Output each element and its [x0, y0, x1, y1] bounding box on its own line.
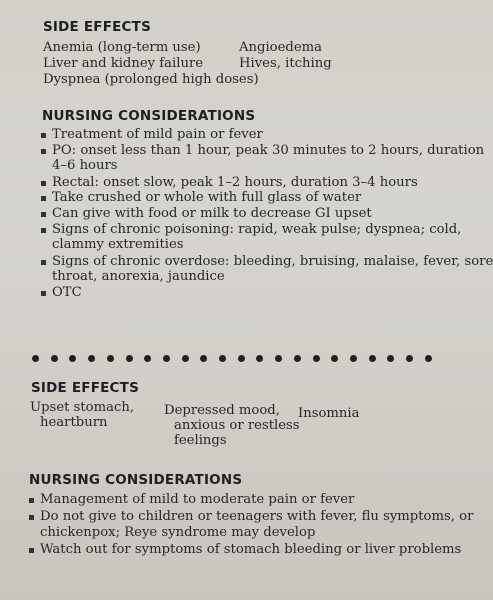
divider-dot: [126, 355, 133, 362]
side-effects-heading-2: SIDE EFFECTS: [31, 380, 140, 396]
nursing-item-continuation: throat, anorexia, jaundice: [52, 269, 225, 284]
bullet-icon: [41, 260, 46, 265]
divider-dot: [32, 355, 39, 362]
divider-dot: [182, 355, 189, 362]
nursing-item: Signs of chronic poisoning: rapid, weak pulse; dyspnea; cold,: [52, 222, 462, 237]
divider-dot: [406, 355, 413, 362]
nursing-item: Do not give to children or teenagers with fever, flu symptoms, or: [40, 509, 474, 524]
side-effect-line: Depressed mood,: [164, 403, 280, 418]
divider-dot: [294, 355, 301, 362]
nursing-item-continuation: clammy extremities: [52, 237, 184, 252]
divider-dot: [275, 355, 282, 362]
bullet-icon: [29, 548, 34, 553]
divider-dot: [163, 355, 170, 362]
side-effect-item: Hives, itching: [239, 56, 332, 71]
nursing-item: Management of mild to moderate pain or fever: [40, 492, 355, 507]
bullet-icon: [41, 149, 46, 154]
nursing-item: Treatment of mild pain or fever: [52, 127, 263, 142]
divider-dot: [51, 355, 58, 362]
side-effect-item: Angioedema: [239, 40, 323, 55]
divider-dot: [313, 355, 320, 362]
nursing-item: Can give with food or milk to decrease GI upset: [52, 206, 372, 221]
bullet-icon: [29, 498, 34, 503]
side-effect-line: Insomnia: [298, 406, 360, 421]
side-effect-line: heartburn: [40, 415, 108, 430]
divider-dot: [219, 355, 226, 362]
nursing-item: OTC: [52, 285, 82, 300]
side-effect-line: anxious or restless: [174, 418, 300, 433]
bullet-icon: [41, 228, 46, 233]
divider-dot: [238, 355, 245, 362]
side-effect-column-1: [30, 400, 134, 430]
side-effect-column-2: [164, 403, 300, 448]
divider-dot: [369, 355, 376, 362]
divider-dot: [107, 355, 114, 362]
divider-dot: [387, 355, 394, 362]
nursing-item: Watch out for symptoms of stomach bleeding or liver problems: [40, 542, 462, 557]
divider-dot: [256, 355, 263, 362]
nursing-item-continuation: 4–6 hours: [52, 158, 118, 173]
nursing-item: Take crushed or whole with full glass of water: [52, 190, 362, 205]
divider-dot: [350, 355, 357, 362]
bullet-icon: [41, 212, 46, 217]
bullet-icon: [41, 133, 46, 138]
dotted-divider: [32, 355, 432, 365]
bullet-icon: [41, 291, 46, 296]
nursing-item: Rectal: onset slow, peak 1–2 hours, duration 3–4 hours: [52, 175, 418, 190]
side-effect-column-3: [298, 406, 360, 421]
nursing-item: Signs of chronic overdose: bleeding, bruising, malaise, fever, sore: [52, 254, 493, 269]
side-effect-line: Upset stomach,: [30, 400, 135, 415]
divider-dot: [425, 355, 432, 362]
bullet-icon: [41, 181, 46, 186]
side-effect-item: Dyspnea (prolonged high doses): [43, 72, 259, 87]
divider-dot: [69, 355, 76, 362]
bullet-icon: [41, 196, 46, 201]
bullet-icon: [29, 515, 34, 520]
divider-dot: [331, 355, 338, 362]
side-effect-item: Liver and kidney failure: [43, 56, 204, 71]
side-effects-heading-1: SIDE EFFECTS: [43, 19, 152, 35]
side-effect-item: Anemia (long-term use): [43, 40, 201, 55]
nursing-item-continuation: chickenpox; Reye syndrome may develop: [40, 525, 316, 540]
nursing-considerations-heading-2: NURSING CONSIDERATIONS: [29, 472, 243, 488]
divider-dot: [88, 355, 95, 362]
side-effect-line: feelings: [174, 433, 227, 448]
nursing-considerations-heading-1: NURSING CONSIDERATIONS: [42, 108, 256, 124]
nursing-item: PO: onset less than 1 hour, peak 30 minutes to 2 hours, duration: [52, 143, 485, 158]
divider-dot: [144, 355, 151, 362]
divider-dot: [200, 355, 207, 362]
